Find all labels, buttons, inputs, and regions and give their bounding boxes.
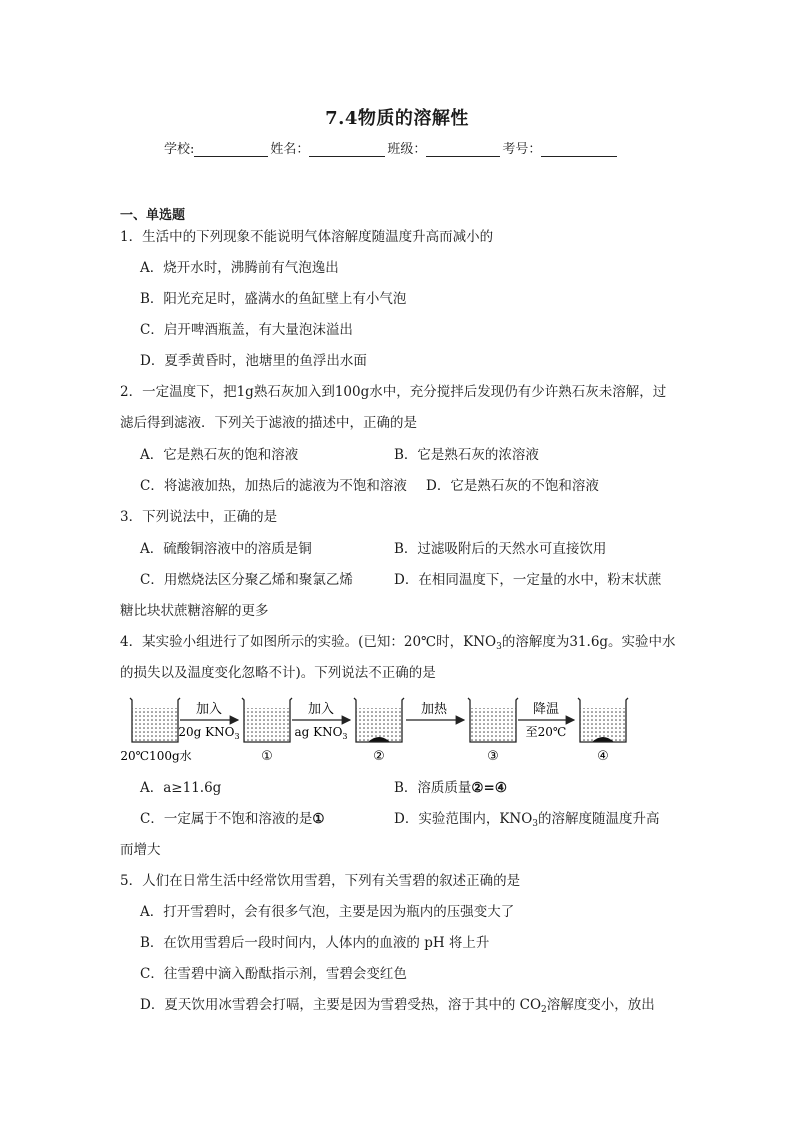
q3-stem: 3．下列说法中，正确的是 <box>120 509 278 525</box>
q4-stem-text-a: 4．某实验小组进行了如图所示的实验。(已知：20℃时，KNO <box>120 634 497 650</box>
q2-option-c[interactable]: C．将滤液加热，加热后的滤液为不饱和溶液 <box>140 478 407 494</box>
q4-option-c[interactable] <box>140 810 324 828</box>
beaker-4 <box>578 698 628 742</box>
q2-option-d[interactable]: D．它是熟石灰的不饱和溶液 <box>426 478 599 494</box>
beaker-3-label: ③ <box>487 749 499 764</box>
q4-option-b-text: B．溶质质量 <box>394 780 472 796</box>
q3-option-b[interactable]: B．过滤吸附后的天然水可直接饮用 <box>394 541 607 557</box>
arrow2-bottom-text: ag $KNO_3$ <box>294 725 348 741</box>
q5-option-b[interactable]: B．在饮用雪碧后一段时间内，人体内的血液的 pH 将上升 <box>140 935 490 951</box>
beaker-1-label: ① <box>261 749 273 764</box>
q5-option-d-text-b: 溶解度变小，放出 <box>546 997 655 1013</box>
q4-option-d-text-a: D．实验范围内，KNO <box>394 811 533 827</box>
q1-option-b[interactable]: B．阳光充足时，盛满水的鱼缸壁上有小气泡 <box>140 291 407 307</box>
number-field[interactable] <box>541 142 617 157</box>
q2-option-a[interactable]: A．它是熟石灰的饱和溶液 <box>140 447 299 463</box>
start-beaker-label: 20℃100g水 <box>120 749 192 763</box>
q4-option-b-circled: ②=④ <box>471 780 507 796</box>
experiment-diagram <box>118 690 678 768</box>
q5-option-d[interactable] <box>140 996 655 1014</box>
number-label: 考号： <box>502 142 542 157</box>
q1-option-a[interactable]: A．烧开水时，沸腾前有气泡逸出 <box>140 260 339 276</box>
page-title: 7.4物质的溶解性 <box>325 108 469 129</box>
student-info-row <box>164 138 644 157</box>
q4-stem-text-b: 的溶解度为31.6g。实验中水 <box>501 634 676 650</box>
beaker-1 <box>242 698 292 742</box>
q3-option-d-line2: 糖比块状蔗糖溶解的更多 <box>120 603 269 619</box>
name-label: 姓名： <box>270 142 310 157</box>
q4-option-a[interactable]: A．a≥11.6g <box>140 780 222 796</box>
q4-option-d-subscript: 3 <box>532 819 539 829</box>
beaker-2-label: ② <box>373 749 385 764</box>
beaker-2 <box>354 698 404 742</box>
arrow1-top-text: 加入 <box>195 702 223 717</box>
experiment-diagram-svg <box>118 690 678 768</box>
class-label: 班级： <box>387 142 427 157</box>
q4-option-c-circled: ① <box>312 811 325 827</box>
q1-stem: 1．生活中的下列现象不能说明气体溶解度随温度升高而减小的 <box>120 229 494 245</box>
q5-option-c[interactable]: C．往雪碧中滴入酚酞指示剂，雪碧会变红色 <box>140 966 407 982</box>
class-field[interactable] <box>426 142 500 157</box>
q2-option-b[interactable]: B．它是熟石灰的浓溶液 <box>394 447 539 463</box>
q4-option-b[interactable] <box>394 779 507 797</box>
name-field[interactable] <box>309 142 385 157</box>
q4-stem-line1 <box>120 633 676 651</box>
q5-option-d-subscript: 2 <box>541 1005 547 1015</box>
arrow4-top-text: 降温 <box>532 702 560 717</box>
q4-option-c-text: C．一定属于不饱和溶液的是 <box>140 811 313 827</box>
q2-stem-line1: 2．一定温度下，把1g熟石灰加入到100g水中，充分搅拌后发现仍有少许熟石灰未溶解，过 <box>120 384 667 400</box>
q3-option-c[interactable]: C．用燃烧法区分聚乙烯和聚氯乙烯 <box>140 572 353 588</box>
q5-option-d-text-a: D．夏天饮用冰雪碧会打嗝，主要是因为雪碧受热，溶于其中的 CO <box>140 997 542 1013</box>
section-heading: 一、单选题 <box>120 208 186 223</box>
arrow2-top-text: 加入 <box>307 702 335 717</box>
beaker-4-label: ④ <box>597 749 609 764</box>
q4-stem-line2: 的损失以及温度变化忽略不计)。下列说法不正确的是 <box>120 665 436 681</box>
q1-option-d[interactable]: D．夏季黄昏时，池塘里的鱼浮出水面 <box>140 353 367 369</box>
q4-option-d-line2: 而增大 <box>120 842 161 858</box>
q1-option-c[interactable]: C．启开啤酒瓶盖，有大量泡沫溢出 <box>140 322 353 338</box>
school-field[interactable] <box>194 142 268 157</box>
arrow3-top-text: 加热 <box>420 702 448 717</box>
q4-option-d-line1[interactable] <box>394 810 660 828</box>
arrow4-bottom-text: 至20℃ <box>525 725 567 739</box>
beaker-3 <box>468 698 518 742</box>
q4-option-d-text-b: 的溶解度随温度升高 <box>538 811 660 827</box>
beaker-start <box>130 698 180 742</box>
arrow1-bottom-text: 20g $KNO_3$ <box>178 725 240 741</box>
q3-option-d-line1[interactable]: D．在相同温度下，一定量的水中，粉末状蔗 <box>394 572 662 588</box>
q4-stem-subscript: 3 <box>496 642 502 652</box>
school-label: 学校: <box>164 142 195 157</box>
q5-option-a[interactable]: A．打开雪碧时，会有很多气泡，主要是因为瓶内的压强变大了 <box>140 904 515 920</box>
q2-stem-line2: 滤后得到滤液．下列关于滤液的描述中，正确的是 <box>120 415 417 431</box>
q5-stem: 5．人们在日常生活中经常饮用雪碧，下列有关雪碧的叙述正确的是 <box>120 873 521 889</box>
q3-option-a[interactable]: A．硫酸铜溶液中的溶质是铜 <box>140 541 312 557</box>
